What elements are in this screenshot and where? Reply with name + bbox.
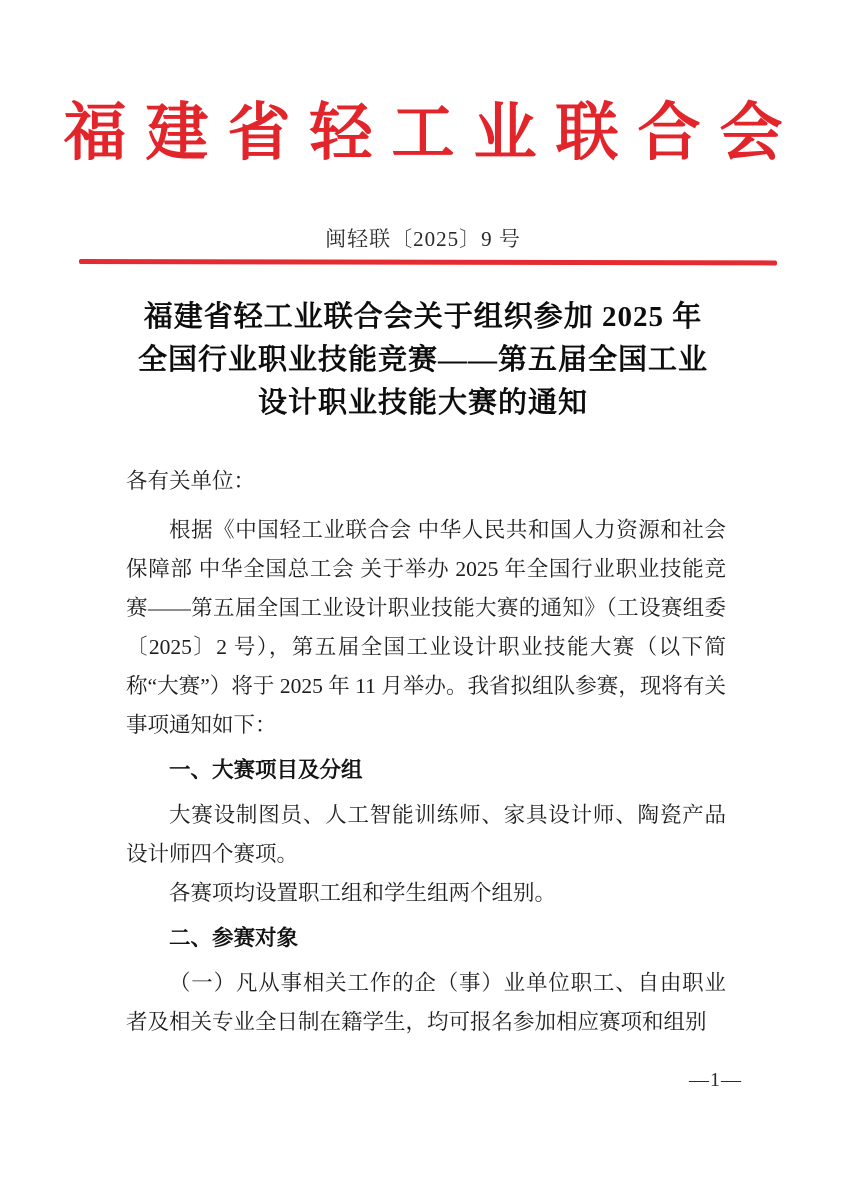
body-blocks	[126, 511, 726, 1042]
letterhead-agency-name: 福建省轻工业联合会	[63, 98, 802, 168]
page-number: —1—	[689, 1069, 742, 1091]
document-title-line-1: 福建省轻工业联合会关于组织参加 2025 年	[143, 301, 703, 333]
document-number: 闽轻联〔2025〕9 号	[325, 227, 521, 251]
body-paragraph: 根据《中国轻工业联合会 中华人民共和国人力资源和社会保障部 中华全国总工会 关于举办 2025 年全国行业职业技能竞赛——第五届全国工业设计职业技能大赛的通知》（工设赛组委〔2025〕2 号），第五届全国工业设计职业技能大赛（以下简称“大赛”）将于 2025 年 11 月举办。我省拟组队参赛，现将有关事项通知如下：	[126, 518, 726, 737]
document-title	[0, 296, 846, 425]
document-title-line-3: 设计职业技能大赛的通知	[257, 387, 588, 419]
section-heading: 二、参赛对象	[169, 926, 299, 950]
document-body	[126, 462, 726, 1042]
document-title-line-2: 全国行业职业技能竞赛——第五届全国工业	[137, 344, 708, 376]
section-heading: 一、大赛项目及分组	[169, 758, 363, 782]
salutation: 各有关单位：	[126, 469, 256, 493]
body-paragraph: 各赛项均设置职工组和学生组两个组别。	[169, 881, 557, 905]
body-paragraph: （一）凡从事相关工作的企（事）业单位职工、自由职业者及相关专业全日制在籍学生，均可报名参加相应赛项和组别	[126, 971, 726, 1034]
letterhead-divider-rule	[79, 259, 777, 265]
body-paragraph: 大赛设制图员、人工智能训练师、家具设计师、陶瓷产品设计师四个赛项。	[126, 803, 726, 866]
